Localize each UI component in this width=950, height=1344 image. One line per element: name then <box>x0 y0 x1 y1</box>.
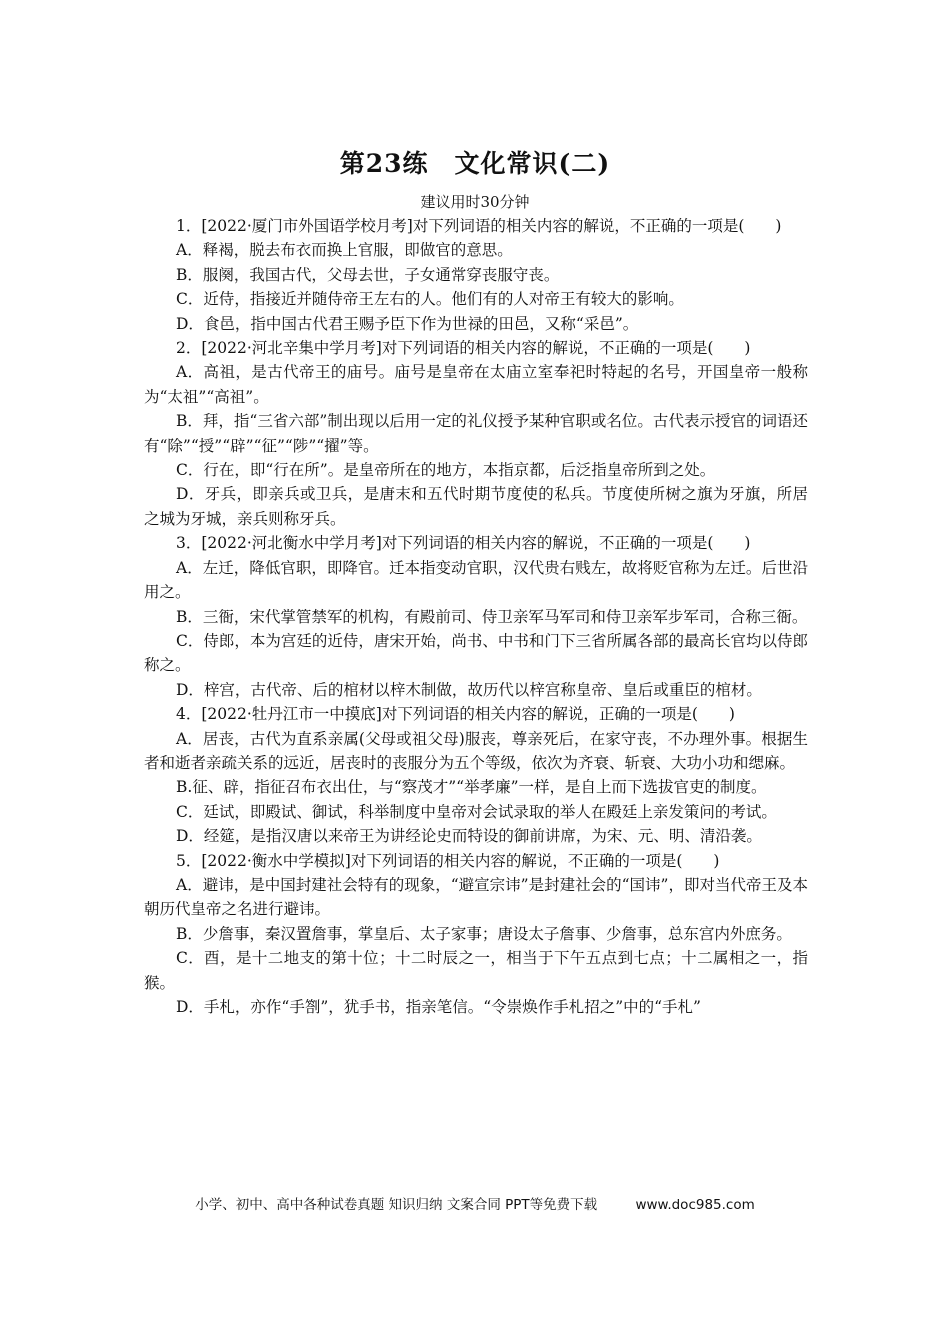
suggested-time: 建议用时30分钟 <box>420 193 530 211</box>
question-3-stem: 3．[2022·河北衡水中学月考]对下列词语的相关内容的解说，不正确的一项是( ) <box>176 534 751 553</box>
page-footer <box>0 1193 950 1213</box>
question-4-stem: 4．[2022·牡丹江市一中摸底]对下列词语的相关内容的解说，正确的一项是( ) <box>176 705 735 724</box>
question-5-option-c: C．酉，是十二地支的第十位；十二时辰之一，相当于下午五点到七点；十二属相之一，指猴。 <box>144 949 808 992</box>
question-3-option-b: B．三衙，宋代掌管禁军的机构，有殿前司、侍卫亲军马军司和侍卫亲军步军司，合称三衙。 <box>176 607 808 626</box>
question-3-option-a: A．左迁，降低官职，即降官。迁本指变动官职，汉代贵右贱左，故将贬官称为左迁。后世沿用之。 <box>144 558 808 602</box>
page-title: 第23练 文化常识(二) <box>339 149 611 178</box>
question-body <box>144 214 808 1019</box>
question-3-option-d: D．梓宫，古代帝、后的棺材以梓木制做，故历代以梓宫称皇帝、皇后或重臣的棺材。 <box>176 680 762 699</box>
question-5-option-b: B．少詹事，秦汉置詹事，掌皇后、太子家事；唐设太子詹事、少詹事，总东宫内外庶务。 <box>176 924 792 943</box>
question-1-option-d: D．食邑，指中国古代君王赐予臣下作为世禄的田邑，又称“采邑”。 <box>176 314 639 333</box>
question-4-option-d: D．经筵，是指汉唐以来帝王为讲经论史而特设的御前讲席，为宋、元、明、清沿袭。 <box>176 827 762 846</box>
question-4-option-a: A．居丧，古代为直系亲属(父母或祖父母)服丧，尊亲死后，在家守丧，不办理外事。根据生者和逝者亲疏关系的远近，居丧时的丧服分为五个等级，依次为齐衰、斩衰、大功小功和缌麻。 <box>144 729 808 772</box>
question-2-stem: 2．[2022·河北辛集中学月考]对下列词语的相关内容的解说，不正确的一项是( ) <box>176 339 751 358</box>
question-1-stem: 1．[2022·厦门市外国语学校月考]对下列词语的相关内容的解说，不正确的一项是( ) <box>176 217 782 235</box>
footer-text: 小学、初中、高中各种试卷真题 知识归纳 文案合同 PPT等免费下载 <box>195 1197 598 1213</box>
question-5-stem: 5．[2022·衡水中学模拟]对下列词语的相关内容的解说，不正确的一项是( ) <box>176 851 720 870</box>
question-2-option-d: D．牙兵，即亲兵或卫兵，是唐末和五代时期节度使的私兵。节度使所树之旗为牙旗，所居之城为牙城，亲兵则称牙兵。 <box>144 485 808 528</box>
question-4-option-c: C．廷试，即殿试、御试，科举制度中皇帝对会试录取的举人在殿廷上亲发策问的考试。 <box>176 802 777 821</box>
question-1-option-a: A．释褐，脱去布衣而换上官服，即做官的意思。 <box>176 241 513 260</box>
footer-link[interactable]: www.doc985.com <box>635 1197 755 1213</box>
question-2-option-b: B．拜，指“三省六部”制出现以后用一定的礼仪授予某种官职或名位。古代表示授官的词语还有“除”“授”“辟”“征”“陟”“擢”等。 <box>144 412 808 455</box>
question-4-option-b: B.征、辟，指征召布衣出仕，与“察茂才”“举孝廉”一样，是自上而下选拔官吏的制度。 <box>176 778 767 797</box>
question-5-option-a: A．避讳，是中国封建社会特有的现象，“避宣宗讳”是封建社会的“国讳”，即对当代帝王及本朝历代皇帝之名进行避讳。 <box>144 875 808 919</box>
question-1-option-c: C．近侍，指接近并随侍帝王左右的人。他们有的人对帝王有较大的影响。 <box>176 290 684 309</box>
question-3-option-c: C．侍郎，本为宫廷的近侍，唐宋开始，尚书、中书和门下三省所属各部的最高长官均以侍郎称之。 <box>144 631 808 675</box>
question-2-option-c: C．行在，即“行在所”。是皇帝所在的地方，本指京都，后泛指皇帝所到之处。 <box>176 461 716 480</box>
question-1-option-b: B．服阕，我国古代，父母去世，子女通常穿丧服守丧。 <box>176 265 560 284</box>
question-2-option-a: A．高祖，是古代帝王的庙号。庙号是皇帝在太庙立室奉祀时特起的名号，开国皇帝一般称为“太祖”“高祖”。 <box>144 363 808 406</box>
question-5-option-d: D．手札，亦作“手劄”，犹手书，指亲笔信。“令崇焕作手札招之”中的“手札” <box>176 998 701 1016</box>
